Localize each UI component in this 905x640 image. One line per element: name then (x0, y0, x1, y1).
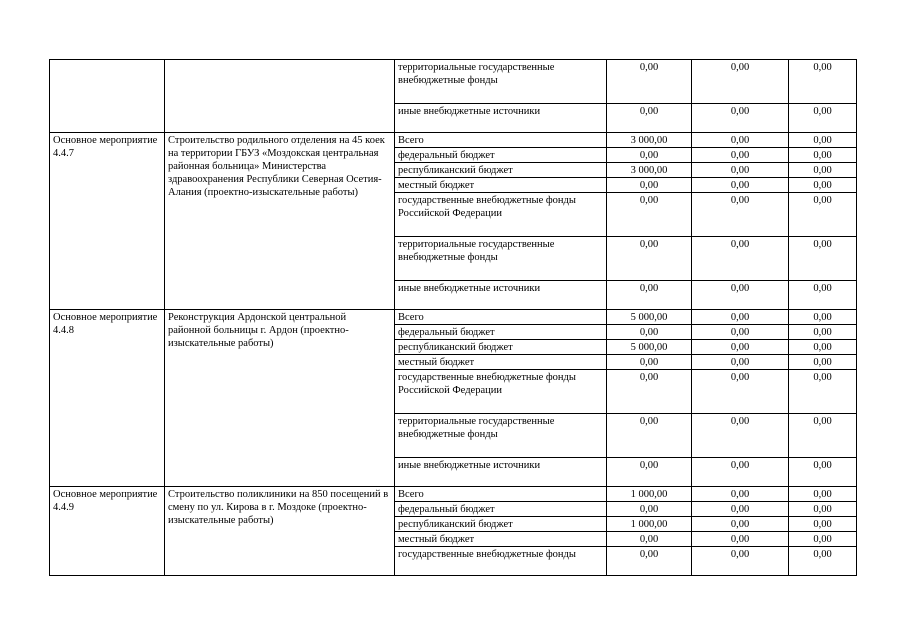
value-cell-3: 0,00 (789, 370, 857, 414)
value-cell-2: 0,00 (692, 487, 789, 502)
value-cell-1: 0,00 (607, 325, 692, 340)
value-cell-3: 0,00 (789, 310, 857, 325)
value-cell-3: 0,00 (789, 178, 857, 193)
funding-source-cell: федеральный бюджет (395, 325, 607, 340)
value-cell-1: 0,00 (607, 502, 692, 517)
value-cell-2: 0,00 (692, 502, 789, 517)
value-cell-3: 0,00 (789, 193, 857, 237)
value-cell-1: 0,00 (607, 148, 692, 163)
value-cell-2: 0,00 (692, 178, 789, 193)
value-cell-2: 0,00 (692, 355, 789, 370)
funding-source-cell: Всего (395, 133, 607, 148)
funding-source-cell: иные внебюджетные источники (395, 458, 607, 487)
funding-source-cell: Всего (395, 487, 607, 502)
value-cell-2: 0,00 (692, 547, 789, 576)
value-cell-2: 0,00 (692, 458, 789, 487)
funding-source-cell: республиканский бюджет (395, 340, 607, 355)
description-cell: Строительство родильного отделения на 45 коек на территории ГБУЗ «Моздокская центральная районная больница» Министерства здравоохранения Республики Северная Осетия-Алания (проектно-изыскательные работы) (165, 133, 395, 310)
value-cell-2: 0,00 (692, 310, 789, 325)
description-cell: Строительство поликлиники на 850 посещений в смену по ул. Кирова в г. Моздоке (проектно-изыскательные работы) (165, 487, 395, 576)
value-cell-1: 0,00 (607, 355, 692, 370)
value-cell-1: 0,00 (607, 60, 692, 104)
value-cell-2: 0,00 (692, 104, 789, 133)
funding-source-cell: иные внебюджетные источники (395, 281, 607, 310)
event-cell: Основное мероприятие 4.4.7 (50, 133, 165, 310)
value-cell-1: 0,00 (607, 281, 692, 310)
funding-source-cell: федеральный бюджет (395, 502, 607, 517)
value-cell-3: 0,00 (789, 414, 857, 458)
table-row (50, 60, 857, 104)
value-cell-2: 0,00 (692, 60, 789, 104)
funding-source-cell: местный бюджет (395, 178, 607, 193)
table-body (50, 60, 857, 576)
value-cell-3: 0,00 (789, 237, 857, 281)
value-cell-3: 0,00 (789, 458, 857, 487)
event-cell: Основное мероприятие 4.4.8 (50, 310, 165, 487)
value-cell-3: 0,00 (789, 355, 857, 370)
value-cell-3: 0,00 (789, 502, 857, 517)
event-cell: Основное мероприятие 4.4.9 (50, 487, 165, 576)
description-cell-empty (165, 60, 395, 133)
value-cell-3: 0,00 (789, 532, 857, 547)
funding-source-cell: федеральный бюджет (395, 148, 607, 163)
value-cell-1: 5 000,00 (607, 340, 692, 355)
funding-source-cell: государственные внебюджетные фонды Российской Федерации (395, 193, 607, 237)
funding-source-cell: государственные внебюджетные фонды (395, 547, 607, 576)
value-cell-1: 0,00 (607, 547, 692, 576)
value-cell-3: 0,00 (789, 547, 857, 576)
funding-source-cell: иные внебюджетные источники (395, 104, 607, 133)
value-cell-2: 0,00 (692, 148, 789, 163)
value-cell-2: 0,00 (692, 133, 789, 148)
value-cell-3: 0,00 (789, 281, 857, 310)
value-cell-2: 0,00 (692, 237, 789, 281)
value-cell-1: 0,00 (607, 104, 692, 133)
value-cell-3: 0,00 (789, 325, 857, 340)
value-cell-2: 0,00 (692, 163, 789, 178)
value-cell-3: 0,00 (789, 517, 857, 532)
value-cell-1: 0,00 (607, 237, 692, 281)
value-cell-2: 0,00 (692, 414, 789, 458)
description-cell: Реконструкция Ардонской центральной районной больницы г. Ардон (проектно-изыскательные работы) (165, 310, 395, 487)
value-cell-3: 0,00 (789, 104, 857, 133)
value-cell-3: 0,00 (789, 340, 857, 355)
funding-source-cell: республиканский бюджет (395, 163, 607, 178)
value-cell-3: 0,00 (789, 148, 857, 163)
value-cell-3: 0,00 (789, 60, 857, 104)
funding-source-cell: Всего (395, 310, 607, 325)
funding-source-cell: территориальные государственные внебюджетные фонды (395, 60, 607, 104)
value-cell-1: 0,00 (607, 414, 692, 458)
value-cell-2: 0,00 (692, 325, 789, 340)
value-cell-1: 0,00 (607, 178, 692, 193)
value-cell-1: 0,00 (607, 193, 692, 237)
value-cell-3: 0,00 (789, 487, 857, 502)
value-cell-1: 5 000,00 (607, 310, 692, 325)
table-row (50, 310, 857, 325)
value-cell-2: 0,00 (692, 370, 789, 414)
value-cell-1: 3 000,00 (607, 163, 692, 178)
budget-table (49, 59, 857, 576)
event-cell-empty (50, 60, 165, 133)
funding-source-cell: государственные внебюджетные фонды Российской Федерации (395, 370, 607, 414)
funding-source-cell: местный бюджет (395, 532, 607, 547)
table-row (50, 133, 857, 148)
value-cell-2: 0,00 (692, 193, 789, 237)
funding-source-cell: республиканский бюджет (395, 517, 607, 532)
value-cell-2: 0,00 (692, 532, 789, 547)
value-cell-1: 0,00 (607, 532, 692, 547)
value-cell-2: 0,00 (692, 340, 789, 355)
value-cell-1: 1 000,00 (607, 487, 692, 502)
value-cell-3: 0,00 (789, 163, 857, 178)
funding-source-cell: территориальные государственные внебюджетные фонды (395, 237, 607, 281)
funding-source-cell: территориальные государственные внебюджетные фонды (395, 414, 607, 458)
value-cell-1: 0,00 (607, 458, 692, 487)
value-cell-1: 1 000,00 (607, 517, 692, 532)
value-cell-1: 0,00 (607, 370, 692, 414)
funding-source-cell: местный бюджет (395, 355, 607, 370)
value-cell-2: 0,00 (692, 517, 789, 532)
value-cell-1: 3 000,00 (607, 133, 692, 148)
value-cell-2: 0,00 (692, 281, 789, 310)
value-cell-3: 0,00 (789, 133, 857, 148)
table-row (50, 487, 857, 502)
